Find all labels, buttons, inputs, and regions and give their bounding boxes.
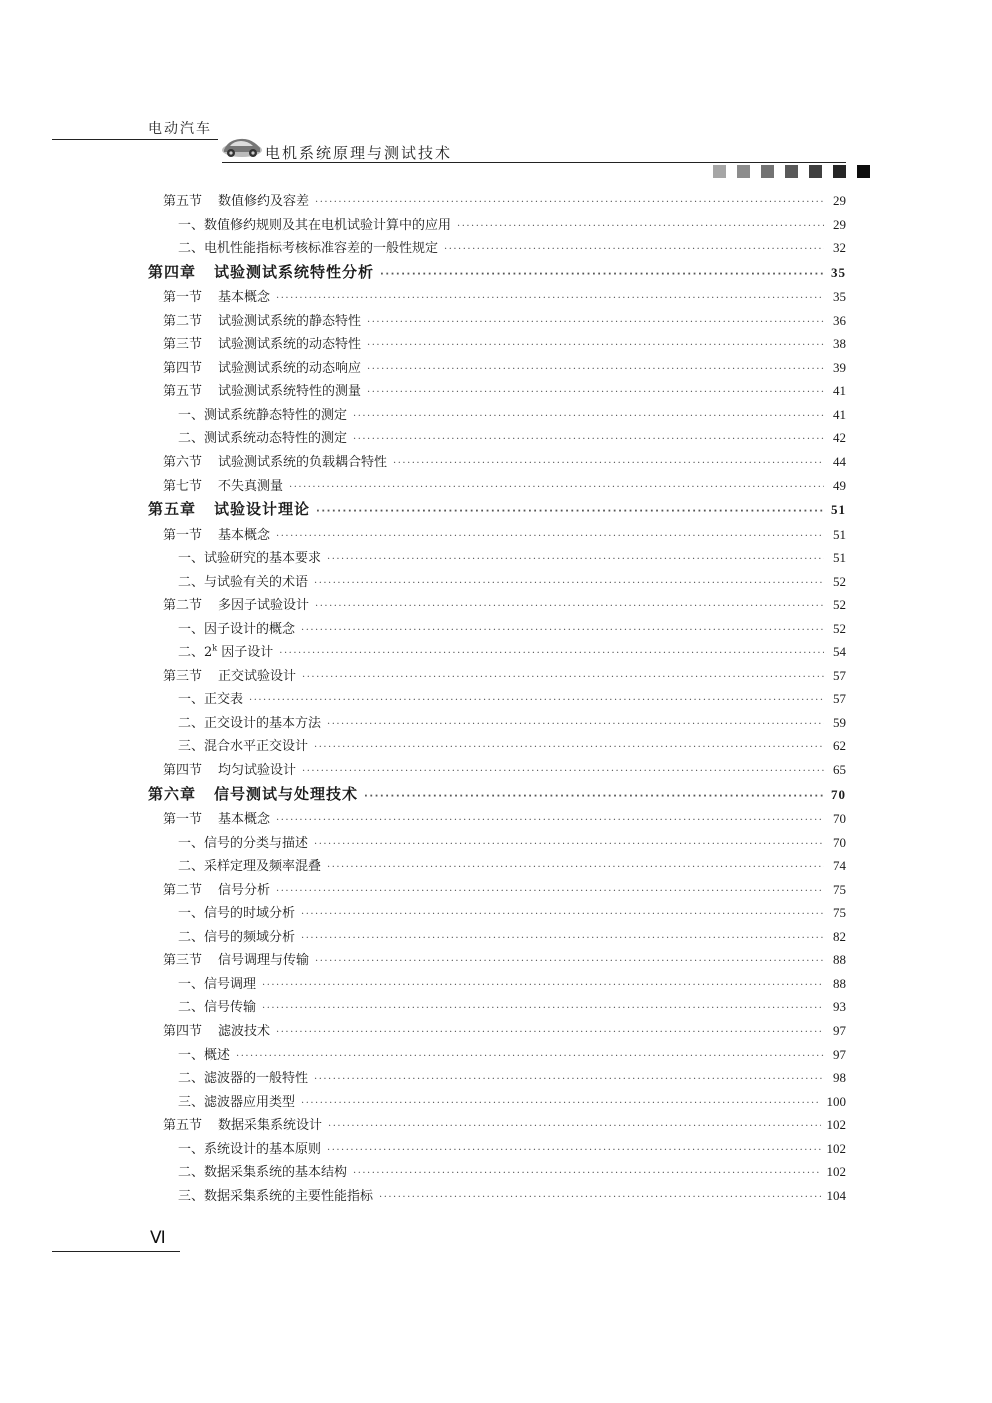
toc-dot-leader: [279, 648, 824, 659]
toc-entry-title: 数值修约及容差: [218, 194, 310, 209]
toc-page-number: 70: [833, 811, 846, 827]
toc-section-row[interactable]: [148, 949, 846, 973]
toc-entry-number: 第五节: [163, 1118, 203, 1134]
toc-page-number: 65: [833, 762, 846, 778]
footer-rule: [52, 1251, 180, 1252]
toc-page-number: 41: [833, 383, 846, 399]
decor-square: [761, 165, 774, 178]
toc-page-number: 100: [826, 1093, 846, 1109]
toc-entry-title: 二、信号传输: [178, 1000, 257, 1016]
toc-entry-label: [178, 618, 295, 637]
toc-chapter-row[interactable]: [148, 783, 846, 809]
toc-page-number: 62: [833, 738, 846, 754]
toc-entry-label: [148, 783, 358, 804]
toc-dot-leader: [276, 293, 824, 304]
toc-entry-label: [178, 571, 308, 590]
header-rule-top: [52, 139, 218, 140]
toc-entry-label: [163, 524, 270, 543]
toc-entry-title: 信号调理与传输: [218, 953, 310, 969]
toc-dot-leader: [314, 839, 824, 850]
toc-entry-label: [163, 594, 309, 613]
toc-dot-leader: [301, 625, 824, 636]
toc-page-number: 93: [833, 999, 846, 1015]
toc-page-number: 49: [833, 477, 846, 493]
toc-subsection-row[interactable]: [148, 1161, 846, 1185]
decor-square: [785, 165, 798, 178]
toc-dot-leader: [301, 933, 824, 944]
toc-entry-title: 二、电机性能指标考核标准容差的一般性规定: [178, 241, 439, 257]
toc-dot-leader: [276, 886, 824, 897]
toc-entry-number: 第二节: [163, 598, 203, 614]
toc-entry-label: [178, 973, 256, 992]
toc-entry-title: 一、信号调理: [178, 976, 257, 992]
toc-page-number: 102: [826, 1140, 846, 1156]
decor-square: [857, 165, 870, 178]
toc-subsection-row[interactable]: [148, 547, 846, 571]
toc-dot-leader: [353, 1168, 820, 1179]
toc-dot-leader: [262, 980, 824, 991]
toc-page-number: 102: [826, 1164, 846, 1180]
toc-subsection-row[interactable]: [148, 1067, 846, 1091]
toc-page-number: 52: [833, 620, 846, 636]
toc-section-row[interactable]: [148, 665, 846, 689]
toc-dot-leader: [379, 1192, 820, 1203]
toc-entry-number: 第一节: [163, 527, 203, 543]
toc-entry-label: [163, 190, 309, 209]
toc-dot-leader: [301, 1098, 820, 1109]
toc-subsection-row[interactable]: [148, 688, 846, 712]
toc-page-number: 70: [833, 834, 846, 850]
toc-entry-title: 数据采集系统设计: [218, 1118, 323, 1134]
car-logo-icon: [220, 132, 264, 160]
toc-entry-title: 二、数据采集系统的基本结构: [178, 1165, 348, 1181]
toc-section-row[interactable]: [148, 524, 846, 548]
toc-subsection-row[interactable]: [148, 618, 846, 642]
toc-page-number: 52: [833, 573, 846, 589]
toc-subsection-row[interactable]: [148, 1138, 846, 1162]
toc-entry-title: 二、滤波器的一般特性: [178, 1071, 309, 1087]
toc-entry-label: [178, 735, 308, 754]
toc-subsection-row[interactable]: [148, 214, 846, 238]
toc-dot-leader: [380, 269, 824, 280]
toc-dot-leader: [315, 197, 824, 208]
toc-entry-label: [178, 1161, 347, 1180]
toc-page-number: 35: [831, 264, 846, 280]
toc-entry-title: 试验测试系统特性的测量: [218, 384, 362, 400]
toc-entry-title: 滤波技术: [218, 1024, 271, 1039]
toc-page-number: 82: [833, 928, 846, 944]
toc-page-number: 54: [833, 644, 846, 660]
header-decor-squares: [713, 165, 870, 178]
toc-entry-label: [163, 357, 361, 376]
toc-entry-label: [178, 712, 321, 731]
toc-subsection-row[interactable]: [148, 832, 846, 856]
toc-page-number: 97: [833, 1046, 846, 1062]
toc-entry-title: 一、数值修约规则及其在电机试验计算中的应用: [178, 217, 452, 233]
toc-chapter-row[interactable]: [148, 498, 846, 524]
toc-page-number: 42: [833, 430, 846, 446]
toc-dot-leader: [314, 1074, 824, 1085]
toc-section-row[interactable]: [148, 475, 846, 499]
toc-page-number: 36: [833, 312, 846, 328]
toc-entry-label: [148, 498, 310, 519]
toc-entry-label: [178, 1185, 373, 1204]
toc-entry-label: [178, 427, 347, 446]
toc-entry-title: 试验测试系统的动态特性: [218, 337, 362, 353]
toc-dot-leader: [327, 1145, 820, 1156]
toc-entry-title: 基本概念: [218, 290, 271, 306]
toc-entry-label: [178, 688, 243, 707]
toc-dot-leader: [444, 244, 824, 255]
toc-entry-title: 一、测试系统静态特性的测定: [178, 407, 348, 423]
toc-entry-title: 试验设计理论: [214, 500, 311, 519]
toc-entry-label: [178, 214, 451, 233]
toc-entry-number: 第七节: [163, 478, 203, 494]
toc-section-row[interactable]: [148, 380, 846, 404]
toc-dot-leader: [301, 909, 824, 920]
toc-dot-leader: [353, 434, 824, 445]
toc-entry-title: 正交试验设计: [218, 668, 297, 684]
toc-subsection-row[interactable]: [148, 641, 846, 665]
toc-dot-leader: [367, 340, 824, 351]
toc-entry-number: 第三节: [163, 337, 203, 353]
toc-page-number: 29: [833, 216, 846, 232]
toc-entry-label: [163, 1114, 322, 1133]
toc-entry-title: 基本概念: [218, 812, 271, 828]
toc-section-row[interactable]: [148, 1114, 846, 1138]
toc-entry-label: [178, 832, 308, 851]
toc-entry-title: 试验测试系统的负载耦合特性: [218, 454, 388, 470]
toc-entry-title: 三、滤波器应用类型: [178, 1094, 296, 1110]
toc-page-number: 75: [833, 905, 846, 921]
toc-subsection-row[interactable]: [148, 735, 846, 759]
toc-page-number: 41: [833, 406, 846, 422]
toc-page-number: 97: [833, 1023, 846, 1038]
toc-entry-title: 一、信号的时域分析: [178, 906, 296, 922]
toc-entry-label: [163, 879, 270, 898]
toc-dot-leader: [353, 411, 824, 422]
toc-entry-title: 二、测试系统动态特性的测定: [178, 431, 348, 447]
toc-entry-number: 第二节: [163, 882, 203, 898]
toc-section-row[interactable]: [148, 190, 846, 214]
toc-dot-leader: [289, 482, 824, 493]
toc-entry-title: 多因子试验设计: [218, 598, 310, 614]
toc-entry-label: [163, 380, 361, 399]
toc-entry-label: [178, 547, 321, 566]
toc-page-number: 38: [833, 336, 846, 352]
toc-dot-leader: [364, 791, 824, 802]
toc-entry-title: 一、信号的分类与描述: [178, 835, 309, 851]
toc-entry-number: 第一节: [163, 290, 203, 306]
toc-dot-leader: [367, 364, 824, 375]
toc-entry-title: 一、系统设计的基本原则: [178, 1141, 322, 1157]
toc-entry-label: [163, 451, 387, 470]
toc-entry-number: 第五章: [148, 500, 197, 519]
toc-page-number: 51: [831, 502, 846, 518]
toc-page-number: 35: [833, 289, 846, 305]
toc-entry-title: 二、正交设计的基本方法: [178, 715, 322, 731]
toc-page-number: 57: [833, 691, 846, 707]
toc-page-number: 51: [833, 526, 846, 542]
toc-page-number: 104: [826, 1187, 846, 1203]
toc-page-number: 98: [833, 1070, 846, 1086]
toc-entry-number: 第三节: [163, 953, 203, 969]
toc-entry-title: 信号测试与处理技术: [214, 784, 359, 803]
toc-page-number: 52: [833, 597, 846, 613]
header-rule-bottom: [222, 162, 846, 163]
toc-page-number: 102: [826, 1117, 846, 1133]
toc-dot-leader: [314, 578, 824, 589]
toc-section-row[interactable]: [148, 759, 846, 783]
toc-entry-title: 一、概述: [178, 1047, 231, 1063]
toc-section-row[interactable]: [148, 808, 846, 832]
toc-dot-leader: [315, 956, 824, 967]
toc-entry-label: [178, 641, 273, 660]
toc-chapter-row[interactable]: [148, 261, 846, 287]
toc-section-row[interactable]: [148, 879, 846, 903]
toc-entry-label: [178, 237, 438, 256]
toc-entry-label: [163, 286, 270, 305]
toc-subsection-row[interactable]: [148, 1044, 846, 1068]
toc-entry-label: [178, 926, 295, 945]
toc-entry-label: [178, 1091, 295, 1110]
toc-entry-title: 二、采样定理及频率混叠: [178, 859, 322, 875]
toc-entry-title: 二、与试验有关的术语: [178, 574, 309, 590]
toc-entry-label: [178, 1138, 321, 1157]
toc-subsection-row[interactable]: [148, 973, 846, 997]
toc-dot-leader: [327, 554, 824, 565]
toc-page-number: 44: [833, 453, 846, 469]
toc-entry-label: [148, 261, 374, 282]
toc-subsection-row[interactable]: [148, 571, 846, 595]
toc-entry-title: 不失真测量: [218, 478, 284, 494]
toc-entry-number: 第四节: [163, 763, 203, 779]
book-title: 电机系统原理与测试技术: [265, 144, 453, 162]
toc-section-row[interactable]: [148, 357, 846, 381]
toc-dot-leader: [316, 506, 824, 517]
toc-entry-title: 基本概念: [218, 527, 271, 543]
toc-dot-leader: [276, 531, 824, 542]
toc-section-row[interactable]: [148, 286, 846, 310]
toc-entry-title: 一、因子设计的概念: [178, 621, 296, 637]
toc-dot-leader: [367, 387, 824, 398]
toc-subsection-row[interactable]: [148, 926, 846, 950]
toc-page-number: 75: [833, 881, 846, 897]
toc-entry-title: 信号分析: [218, 882, 271, 898]
toc-section-row[interactable]: [148, 333, 846, 357]
toc-entry-title: 一、正交表: [178, 692, 244, 708]
toc-page-number: 59: [833, 714, 846, 730]
toc-section-row[interactable]: [148, 1020, 846, 1044]
toc-entry-number: 第四章: [148, 262, 197, 281]
toc-page-number: 88: [833, 952, 846, 968]
decor-square: [833, 165, 846, 178]
toc-entry-label: [178, 996, 256, 1015]
toc-subsection-row[interactable]: [148, 902, 846, 926]
toc-dot-leader: [327, 719, 824, 730]
toc-entry-number: 第一节: [163, 812, 203, 828]
toc-dot-leader: [249, 695, 824, 706]
toc-entry-label: [163, 808, 270, 827]
decor-square: [809, 165, 822, 178]
toc-dot-leader: [262, 1003, 824, 1014]
toc-entry-title: 二、2: [178, 645, 213, 661]
toc-entry-title-suffix: 因子设计: [217, 645, 274, 661]
series-title: 电动汽车: [148, 121, 212, 137]
toc-entry-label: [178, 855, 321, 874]
toc-entry-superscript: k: [212, 643, 218, 653]
toc-section-row[interactable]: [148, 594, 846, 618]
toc-entry-title: 试验测试系统特性分析: [214, 262, 375, 281]
toc-entry-title: 均匀试验设计: [218, 763, 297, 779]
toc-entry-label: [163, 1020, 270, 1039]
toc-subsection-row[interactable]: [148, 996, 846, 1020]
toc-entry-number: 第四节: [163, 1024, 203, 1039]
toc-dot-leader: [327, 862, 824, 873]
toc-page-number: 51: [833, 550, 846, 566]
toc-page-number: 57: [833, 667, 846, 683]
toc-dot-leader: [302, 672, 824, 683]
toc-entry-number: 第四节: [163, 360, 203, 376]
toc-subsection-row[interactable]: [148, 404, 846, 428]
toc-entry-label: [178, 902, 295, 921]
toc-entry-title: 三、数据采集系统的主要性能指标: [178, 1188, 374, 1204]
toc-entry-label: [163, 759, 296, 778]
toc-dot-leader: [302, 766, 824, 777]
toc-page-number: 70: [831, 786, 846, 802]
toc-subsection-row[interactable]: [148, 237, 846, 261]
toc-entry-title: 二、信号的频域分析: [178, 929, 296, 945]
toc-entry-number: 第六章: [148, 784, 197, 803]
toc-entry-label: [163, 949, 309, 968]
toc-entry-label: [178, 404, 347, 423]
decor-square: [737, 165, 750, 178]
toc-entry-label: [163, 665, 296, 684]
toc-dot-leader: [367, 317, 824, 328]
toc-subsection-row[interactable]: [148, 712, 846, 736]
toc-entry-number: 第二节: [163, 313, 203, 329]
toc-entry-title: 试验测试系统的静态特性: [218, 313, 362, 329]
toc-entry-number: 第五节: [163, 384, 203, 400]
toc-subsection-row[interactable]: [148, 1091, 846, 1115]
toc-section-row[interactable]: [148, 310, 846, 334]
toc-page-number: 39: [833, 359, 846, 375]
toc-entry-label: [163, 475, 283, 494]
toc-entry-label: [163, 310, 361, 329]
table-of-contents: [148, 190, 846, 1208]
toc-dot-leader: [328, 1121, 820, 1132]
toc-entry-title: 三、混合水平正交设计: [178, 739, 309, 755]
toc-dot-leader: [393, 458, 824, 469]
toc-page-number: 74: [833, 858, 846, 874]
toc-page-number: 88: [833, 975, 846, 991]
toc-page-number: 32: [833, 240, 846, 256]
toc-dot-leader: [457, 221, 824, 232]
toc-dot-leader: [276, 1027, 824, 1038]
toc-entry-number: 第三节: [163, 668, 203, 684]
toc-entry-label: [163, 333, 361, 352]
page-number: Ⅵ: [150, 1228, 166, 1248]
toc-section-row[interactable]: [148, 451, 846, 475]
toc-entry-label: [178, 1044, 230, 1063]
toc-dot-leader: [236, 1051, 824, 1062]
toc-entry-title: 试验测试系统的动态响应: [218, 360, 362, 376]
toc-entry-title: 一、试验研究的基本要求: [178, 551, 322, 567]
toc-entry-number: 第五节: [163, 194, 203, 209]
toc-subsection-row[interactable]: [148, 1185, 846, 1209]
toc-page-number: 29: [833, 193, 846, 208]
toc-entry-number: 第六节: [163, 454, 203, 470]
toc-entry-label: [178, 1067, 308, 1086]
toc-subsection-row[interactable]: [148, 855, 846, 879]
toc-dot-leader: [315, 601, 824, 612]
decor-square: [713, 165, 726, 178]
toc-dot-leader: [314, 742, 824, 753]
toc-dot-leader: [276, 815, 824, 826]
toc-subsection-row[interactable]: [148, 427, 846, 451]
